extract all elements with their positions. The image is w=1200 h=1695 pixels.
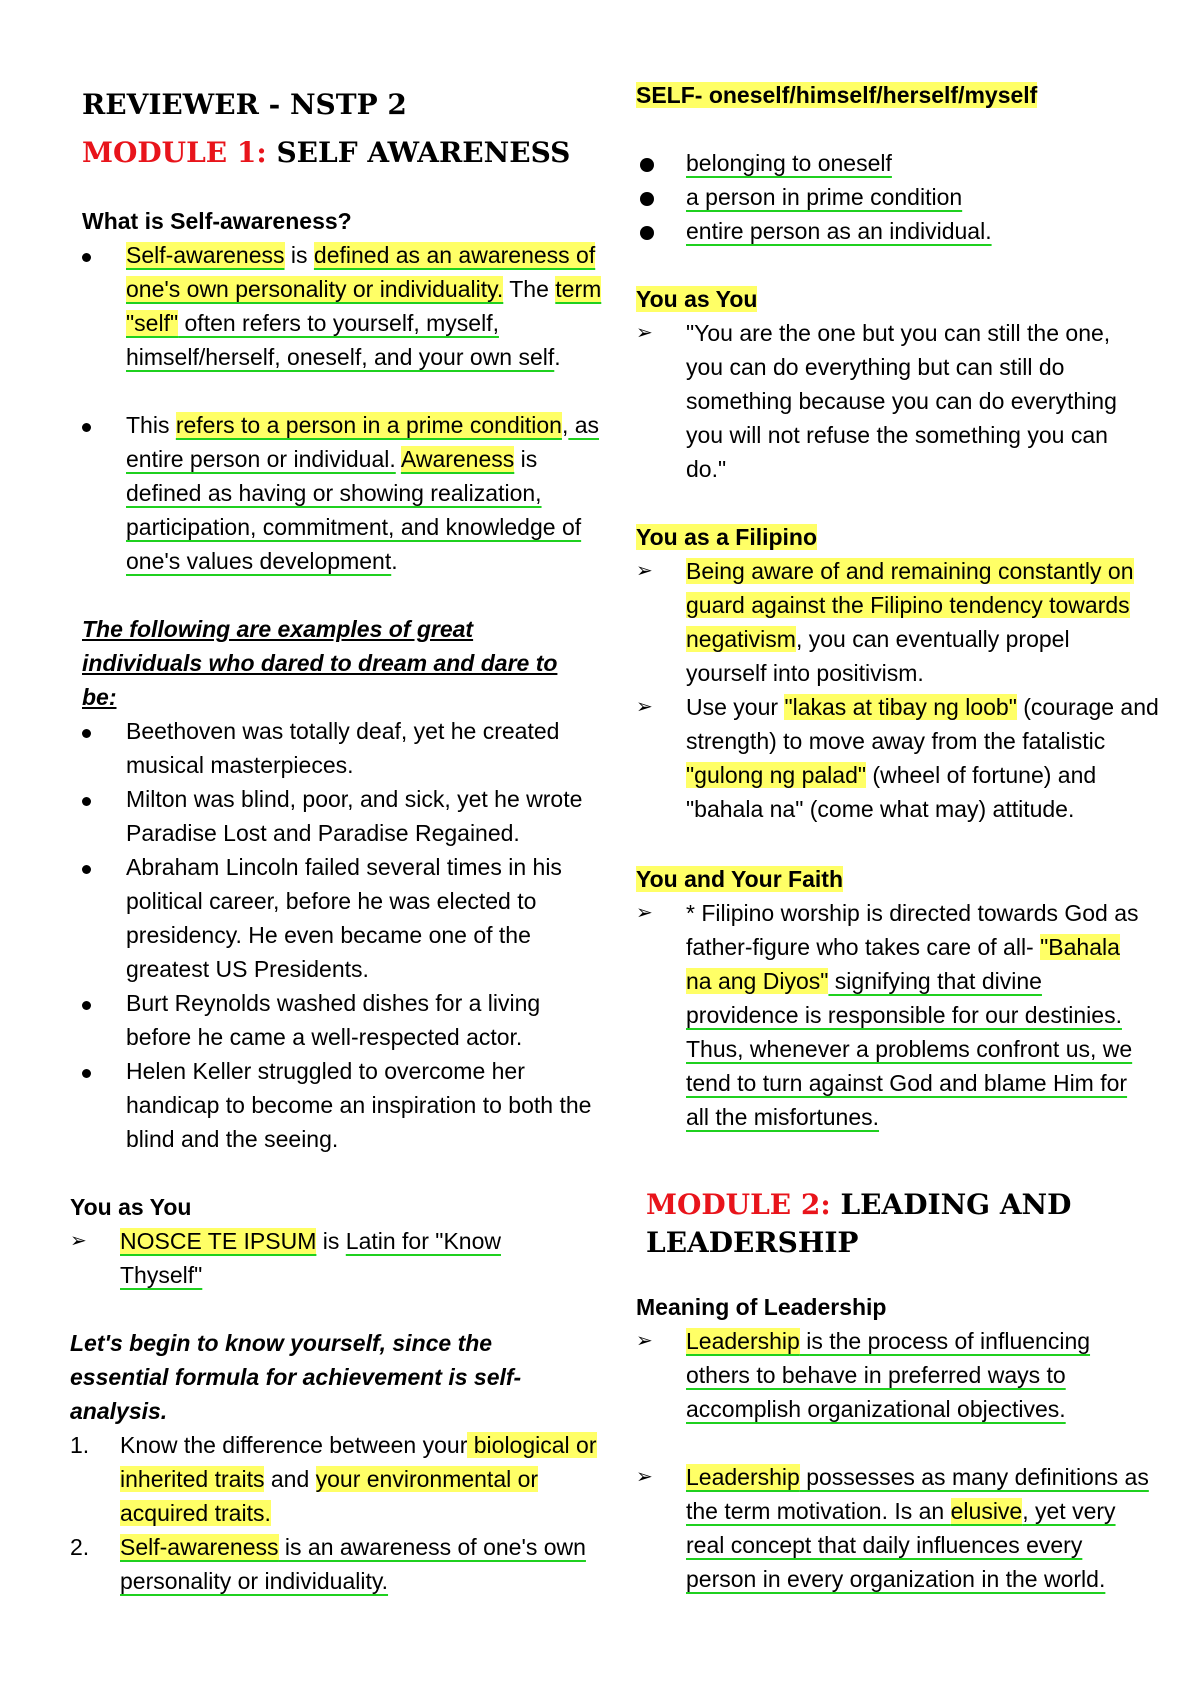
arrow-bullet-icon: ➢	[636, 696, 653, 718]
module-1-title: SELF AWARENESS	[276, 136, 571, 169]
document-title: REVIEWER - NSTP 2	[82, 88, 407, 121]
faith-heading: You and Your Faith	[636, 866, 843, 892]
arrow-bullet-icon: ➢	[636, 1466, 653, 1488]
arrow-bullet-icon: ➢	[636, 1330, 653, 1352]
you-as-you-heading-2: You as You	[636, 286, 758, 312]
arrow-bullet-icon: ➢	[636, 560, 653, 582]
arrow-bullet-icon: ➢	[70, 1230, 87, 1252]
bullet-icon	[82, 1069, 91, 1078]
filipino-heading: You as a Filipino	[636, 524, 818, 550]
bullet-item	[82, 408, 602, 578]
module-2-label: MODULE 2:	[646, 1188, 831, 1221]
question-heading: What is Self-awareness?	[82, 208, 352, 234]
bullet-text: Self-awareness is defined as an awareness of one's own personality or individuality. The term "self" often refers to yourself, myself, himself/herself, oneself, and your own self.	[126, 242, 602, 370]
module-1-heading	[82, 136, 570, 169]
self-heading: SELF- oneself/himself/herself/myself	[636, 82, 1038, 108]
bullet-icon	[82, 729, 91, 738]
bullet-icon	[82, 797, 91, 806]
examples-heading: The following are examples of great individuals who dared to dream and dare to be:	[82, 616, 558, 710]
arrow-bullet-icon: ➢	[636, 322, 653, 344]
meaning-heading: Meaning of Leadership	[636, 1294, 887, 1320]
bullet-icon	[82, 1001, 91, 1010]
you-as-you-heading: You as You	[70, 1194, 192, 1220]
begin-heading: Let's begin to know yourself, since the essential formula for achievement is self-analysis.	[70, 1330, 522, 1424]
bullet-text: This refers to a person in a prime condition, as entire person or individual. Awareness is defined as having or showing realization, participation, commitment, and knowledge of one's values development.	[126, 412, 600, 574]
arrow-bullet-icon: ➢	[636, 902, 653, 924]
bullet-icon	[640, 226, 654, 240]
module-2-title: LEADING AND LEADERSHIP	[646, 1188, 1072, 1259]
bullet-icon	[640, 192, 654, 206]
bullet-item	[82, 238, 602, 374]
module-2-heading	[646, 1186, 1106, 1262]
module-1-label: MODULE 1:	[82, 136, 267, 169]
bullet-icon	[82, 423, 91, 432]
bullet-icon	[640, 158, 654, 172]
bullet-icon	[82, 253, 91, 262]
bullet-icon	[82, 865, 91, 874]
